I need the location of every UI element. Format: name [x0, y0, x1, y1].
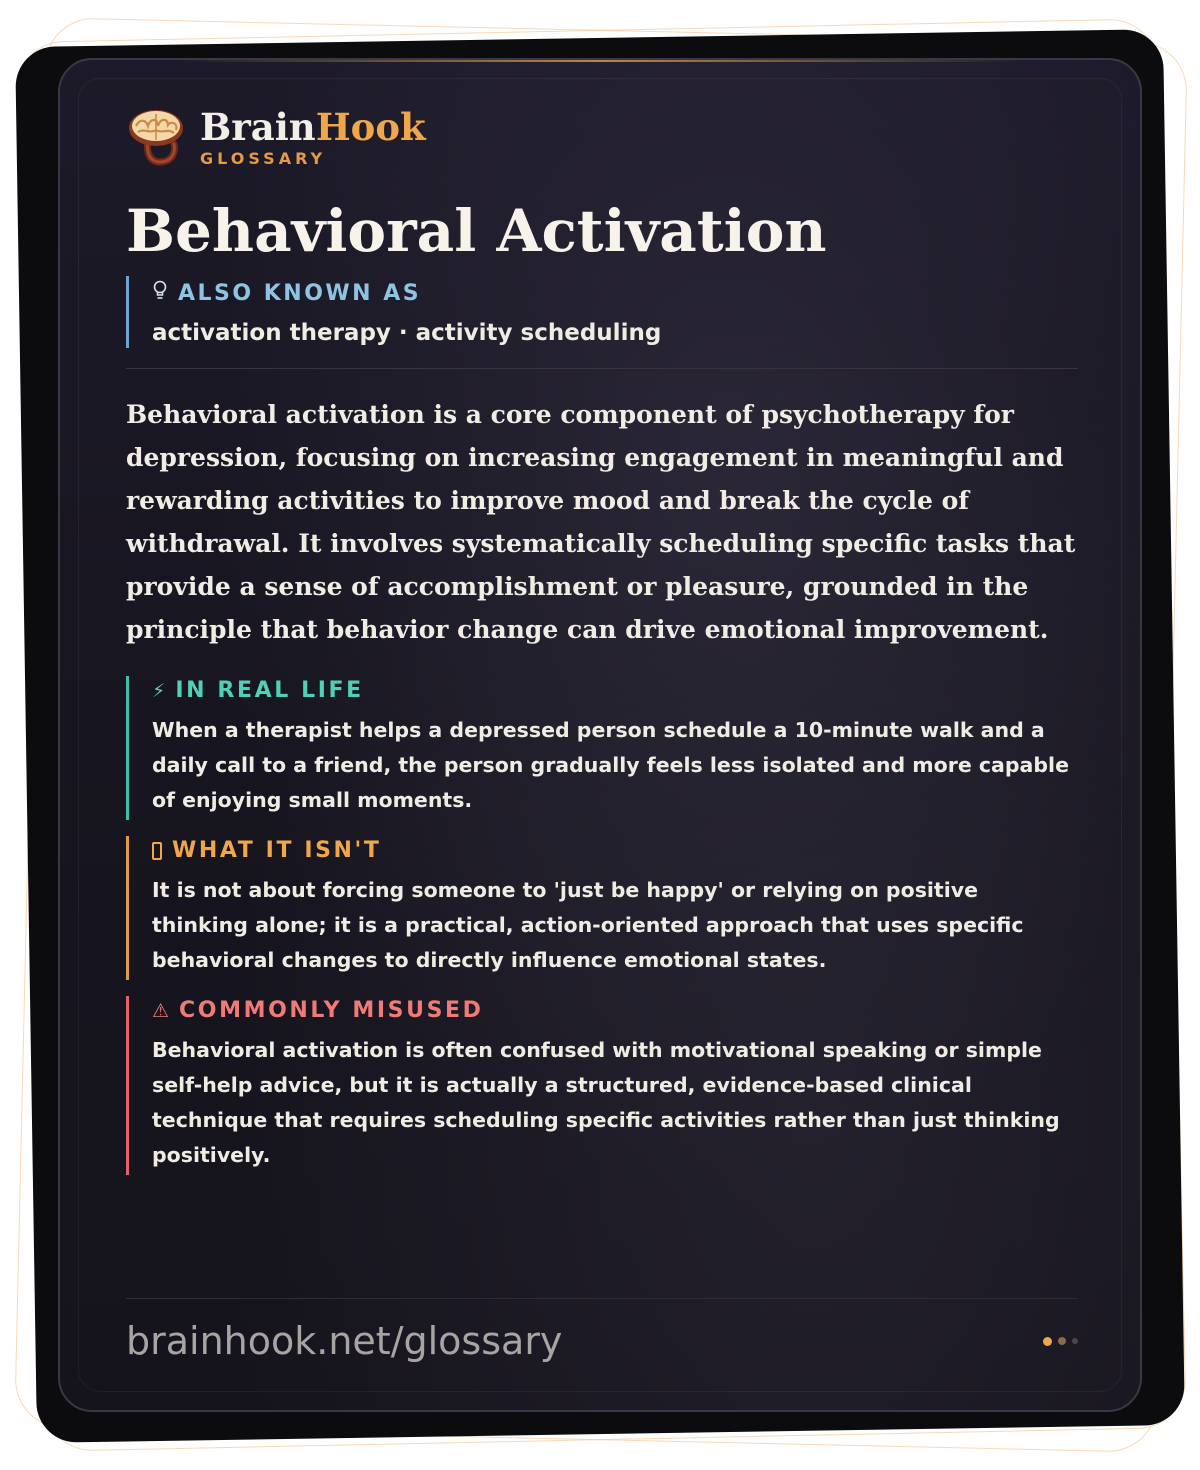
what-it-isnt-section	[126, 836, 1078, 980]
brain-hook-icon	[126, 106, 184, 168]
commonly-misused-header	[152, 998, 1078, 1023]
pagination-dot[interactable]	[1043, 1337, 1052, 1346]
commonly-misused-section	[126, 996, 1078, 1175]
card-content	[126, 106, 1078, 1175]
pagination-dot[interactable]	[1058, 1337, 1066, 1345]
footer-url[interactable]: brainhook.net/glossary	[126, 1319, 563, 1363]
pagination-dot[interactable]	[1072, 1338, 1078, 1344]
brand-header	[126, 106, 1078, 168]
brand-subtitle: GLOSSARY	[200, 148, 327, 168]
card-footer	[126, 1298, 1078, 1363]
brand-text	[200, 104, 426, 168]
pagination-dots	[1043, 1337, 1078, 1346]
term-definition: Behavioral activation is a core component of psychotherapy for depression, focusing on increasing engagement in meaningful and rewarding activities to improve mood and break the cycle of withdrawal. It involves systematically scheduling specific tasks that provide a sense of accomplishment or pleasure, grounded in the principle that behavior change can drive emotional improvement.	[126, 400, 1076, 644]
footer-divider	[126, 1298, 1078, 1299]
commonly-misused-label: COMMONLY MISUSED	[179, 998, 484, 1023]
brand-name-part1: Brain	[200, 104, 316, 149]
warning-icon: ⚠	[152, 999, 170, 1022]
in-real-life-text: When a therapist helps a depressed person schedule a 10-minute walk and a daily call to a friend, the person gradually feels less isolated and more capable of enjoying small moments.	[152, 718, 1069, 812]
in-real-life-label: IN REAL LIFE	[175, 678, 364, 703]
box-icon	[152, 842, 162, 860]
in-real-life-header	[152, 678, 1078, 703]
top-accent-line	[180, 60, 1020, 62]
glossary-card	[58, 58, 1142, 1412]
brand-name	[200, 104, 426, 149]
term-title: Behavioral Activation	[126, 197, 827, 265]
also-known-as-label: ALSO KNOWN AS	[178, 281, 422, 306]
what-it-isnt-label: WHAT IT ISN'T	[172, 838, 382, 863]
in-real-life-section	[126, 676, 1078, 820]
footer-row	[126, 1319, 1078, 1363]
what-it-isnt-text: It is not about forcing someone to 'just be happy' or relying on positive thinking alone; it is a practical, action-oriented approach that uses specific behavioral changes to directly influence emotional states.	[152, 878, 1024, 972]
also-known-as-value: activation therapy · activity scheduling	[152, 320, 662, 346]
also-known-as-header	[152, 280, 1078, 307]
brand-name-part2: Hook	[315, 104, 426, 149]
lightning-icon: ⚡	[152, 679, 166, 702]
what-it-isnt-header	[152, 838, 1078, 863]
commonly-misused-text: Behavioral activation is often confused with motivational speaking or simple self-help advice, but it is actually a structured, evidence-based clinical technique that requires scheduling specific activities rather than just thinking positively.	[152, 1038, 1060, 1167]
lightbulb-icon	[152, 280, 168, 307]
also-known-as-section	[126, 276, 1078, 348]
section-divider	[126, 368, 1078, 369]
